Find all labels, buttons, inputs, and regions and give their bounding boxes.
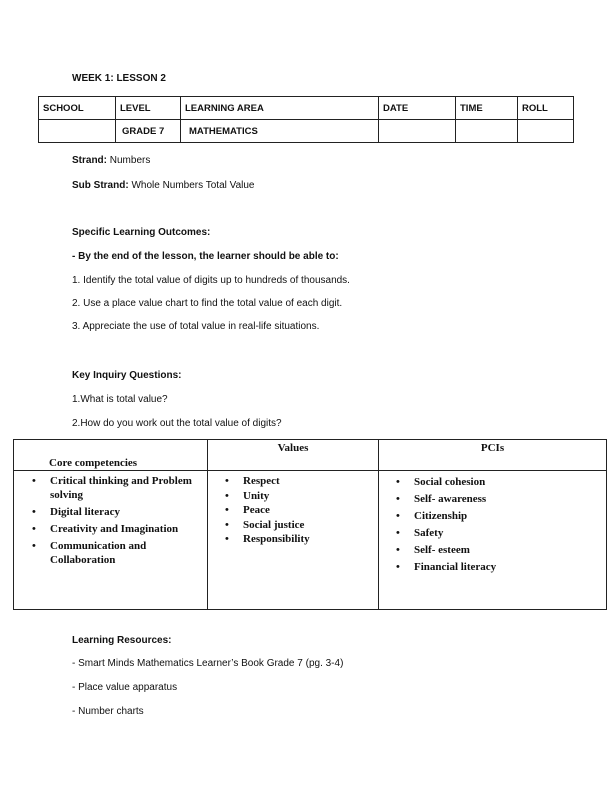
pcis-list	[379, 471, 606, 576]
sub-strand-label: Sub Strand:	[72, 180, 129, 191]
values-list	[208, 471, 378, 547]
list-item: • Respect	[243, 474, 378, 489]
header-date: DATE	[379, 97, 456, 120]
value-time	[456, 120, 518, 143]
competency-table-head-row	[14, 440, 607, 471]
list-item: • Critical thinking and Problem solving	[50, 474, 207, 502]
value-level: GRADE 7	[116, 120, 181, 143]
outcome-item: 3. Appreciate the use of total value in real-life situations.	[72, 321, 320, 332]
header-roll: ROLL	[518, 97, 574, 120]
list-item: • Creativity and Imagination	[50, 522, 207, 536]
resource-item: - Smart Minds Mathematics Learner’s Book Grade 7 (pg. 3-4)	[72, 658, 344, 669]
resources-heading: Learning Resources:	[72, 635, 172, 646]
list-item: • Peace	[243, 503, 378, 518]
list-item: • Citizenship	[414, 508, 606, 525]
header-level: LEVEL	[116, 97, 181, 120]
strand-value: Numbers	[107, 155, 151, 166]
core-competencies-header: Core competencies	[14, 440, 208, 471]
header-time: TIME	[456, 97, 518, 120]
sub-strand-value: Whole Numbers Total Value	[128, 180, 255, 191]
list-item: • Self- awareness	[414, 491, 606, 508]
pcis-header: PCIs	[379, 440, 607, 471]
header-school: SCHOOL	[39, 97, 116, 120]
header-table-head-row	[39, 97, 574, 120]
inquiry-item: 1.What is total value?	[72, 394, 168, 405]
core-competencies-cell	[14, 471, 208, 610]
list-item: • Digital literacy	[50, 505, 207, 519]
lesson-header-table	[38, 96, 574, 143]
list-item: • Communication and Collaboration	[50, 539, 207, 567]
values-cell	[208, 471, 379, 610]
value-roll	[518, 120, 574, 143]
core-competencies-list	[14, 471, 207, 567]
list-item: • Financial literacy	[414, 559, 606, 576]
resource-item: - Place value apparatus	[72, 682, 178, 693]
outcomes-heading: Specific Learning Outcomes:	[72, 227, 211, 238]
strand-label: Strand:	[72, 155, 107, 166]
strand-line	[72, 155, 150, 166]
lesson-title: WEEK 1: LESSON 2	[72, 73, 166, 84]
inquiry-item: 2.How do you work out the total value of digits?	[72, 418, 282, 429]
pcis-cell	[379, 471, 607, 610]
outcomes-intro: - By the end of the lesson, the learner should be able to:	[72, 251, 339, 262]
competency-table-body-row	[14, 471, 607, 610]
list-item: • Social cohesion	[414, 474, 606, 491]
competency-table	[13, 439, 607, 610]
value-learning-area: MATHEMATICS	[181, 120, 379, 143]
header-table-value-row	[39, 120, 574, 143]
resource-item: - Number charts	[72, 706, 144, 717]
list-item: • Social justice	[243, 518, 378, 533]
value-date	[379, 120, 456, 143]
list-item: • Unity	[243, 489, 378, 504]
header-learning-area: LEARNING AREA	[181, 97, 379, 120]
values-header: Values	[208, 440, 379, 471]
list-item: • Self- esteem	[414, 542, 606, 559]
outcome-item: 1. Identify the total value of digits up to hundreds of thousands.	[72, 275, 350, 286]
value-school	[39, 120, 116, 143]
sub-strand-line	[72, 180, 254, 191]
list-item: • Safety	[414, 525, 606, 542]
list-item: • Responsibility	[243, 532, 378, 547]
inquiry-heading: Key Inquiry Questions:	[72, 370, 182, 381]
outcome-item: 2. Use a place value chart to find the total value of each digit.	[72, 298, 343, 309]
